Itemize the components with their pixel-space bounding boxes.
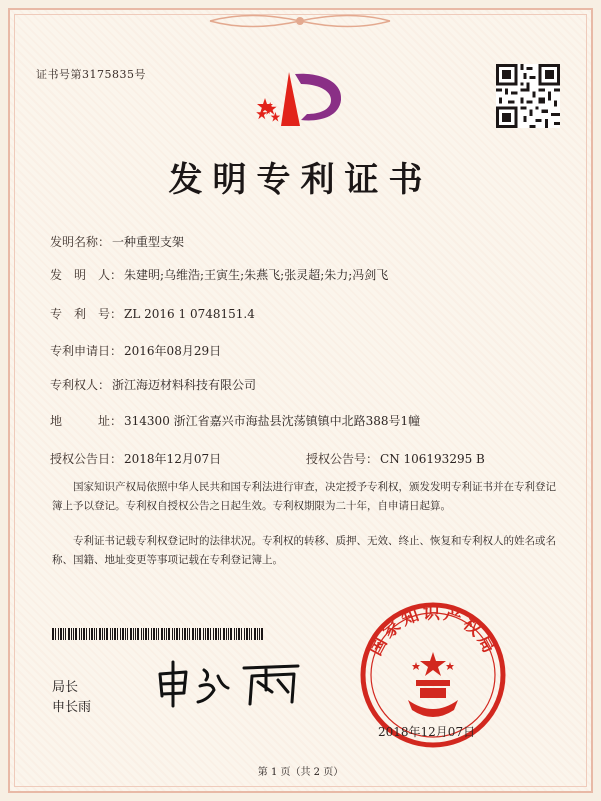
grant-number-row: [306, 450, 485, 467]
page-number: 第 1 页（共 2 页）: [257, 767, 344, 778]
svg-text:国家知识产权局: [366, 603, 500, 658]
seal-text: 国家知识产权局: [365, 603, 501, 659]
patent-office-logo-icon: [255, 66, 350, 142]
seal-date: 2018年12月07日: [378, 725, 476, 739]
patent-number-value: ZL 2016 1 0748151.4: [124, 307, 255, 321]
inventor-label: 发 明 人：: [50, 268, 123, 282]
filing-date-label: 专利申请日：: [50, 344, 123, 358]
inventor-row: [50, 266, 388, 283]
patent-number-label: 专 利 号：: [50, 307, 123, 321]
address-label: 地 址：: [50, 414, 123, 428]
address-row: [50, 412, 420, 429]
inventor-value: 朱建明;乌维浩;王寅生;朱燕飞;张灵超;朱力;冯剑飞: [124, 268, 389, 282]
handwritten-signature: [148, 656, 308, 708]
director-title: 局长: [52, 680, 79, 695]
patent-number-row: [50, 305, 255, 322]
page-title: 发明专利证书: [168, 160, 433, 200]
certificate-statement-paragraph: 国家知识产权局依照中华人民共和国专利法进行审查，决定授予专利权，颁发发明专利证书并在专利登记簿上予以登记。专利权自授权公告之日起生效。专利权期限为二十年，自申请日起算。: [52, 481, 556, 512]
grant-date-row: [50, 450, 221, 467]
grant-date-label: 授权公告日：: [50, 452, 123, 466]
filing-date-row: [50, 342, 221, 359]
grant-date-value: 2018年12月07日: [124, 452, 222, 466]
invention-name-value: 一种重型支架: [112, 235, 185, 249]
qr-code-icon: [496, 64, 560, 128]
patentee-value: 浙江海迈材料科技有限公司: [112, 378, 257, 392]
director-name: 申长雨: [52, 700, 92, 715]
invention-name-label: 发明名称：: [50, 235, 111, 249]
certificate-number: 证书号第3175835号: [36, 68, 146, 81]
patentee-label: 专利权人：: [50, 378, 111, 392]
patentee-row: [50, 376, 256, 393]
address-value: 314300 浙江省嘉兴市海盐县沈荡镇镇中北路388号1幢: [124, 414, 421, 428]
top-ornament: [200, 10, 400, 32]
barcode-icon: [52, 628, 267, 640]
grant-number-label: 授权公告号：: [306, 452, 379, 466]
grant-number-value: CN 106193295 B: [380, 452, 485, 466]
filing-date-value: 2016年08月29日: [124, 344, 222, 358]
invention-name-row: [50, 233, 184, 250]
legal-status-paragraph: 专利证书记载专利权登记时的法律状况。专利权的转移、质押、无效、终止、恢复和专利权人的姓名或名称、国籍、地址变更等事项记载在专利登记簿上。: [52, 535, 556, 566]
